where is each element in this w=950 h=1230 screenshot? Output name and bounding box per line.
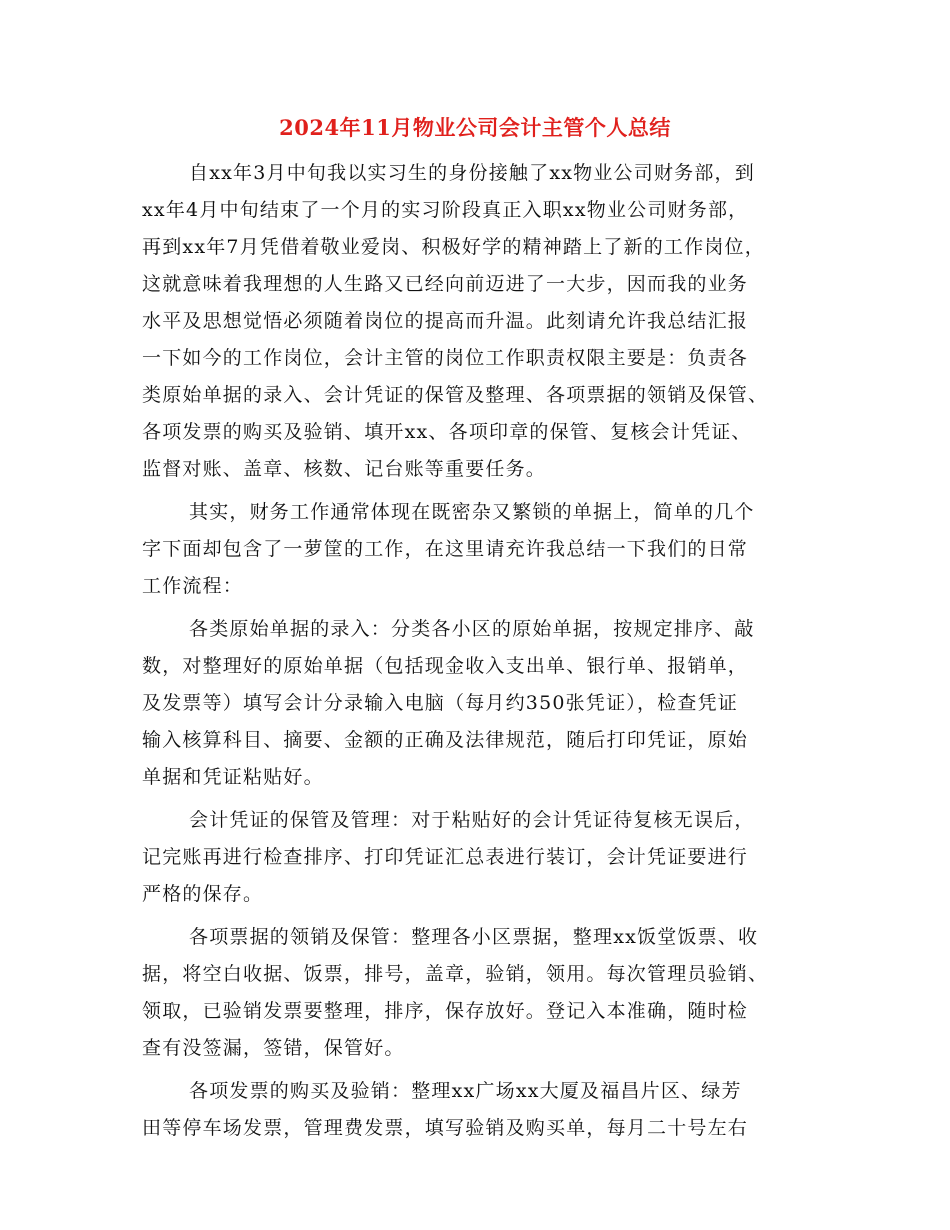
paragraph-line: 类原始单据的录入、会计凭证的保管及整理、各项票据的领销及保管、 <box>142 384 769 406</box>
paragraph-line: 及发票等）填写会计分录输入电脑（每月约350张凭证），检查凭证 <box>142 692 738 714</box>
paragraph-line: 各项发票的购买及验销、填开xx、各项印章的保管、复核会计凭证、 <box>142 421 752 443</box>
paragraph <box>142 919 814 1067</box>
paragraph-line: 输入核算科目、摘要、金额的正确及法律规范，随后打印凭证，原始 <box>142 729 749 751</box>
paragraph-line: 各项发票的购买及验销：整理xx广场xx大厦及福昌片区、绿芳 <box>189 1080 742 1102</box>
paragraph-line: 自xx年3月中旬我以实习生的身份接触了xx物业公司财务部，到 <box>189 162 755 184</box>
paragraph-line: 再到xx年7月凭借着敬业爱岗、积极好学的精神踏上了新的工作岗位， <box>142 236 765 258</box>
paragraph-line: 查有没签漏，签错，保管好。 <box>142 1037 405 1059</box>
document-title: 2024年11月物业公司会计主管个人总结 <box>279 115 671 140</box>
paragraph-line: 单据和凭证粘贴好。 <box>142 766 324 788</box>
paragraph-line: 水平及思想觉悟必须随着岗位的提高而升温。此刻请允许我总结汇报 <box>142 310 749 332</box>
paragraph-line: 严格的保存。 <box>142 883 264 905</box>
paragraph <box>142 155 814 488</box>
paragraph-line: 田等停车场发票，管理费发票，填写验销及购买单，每月二十号左右 <box>142 1117 749 1139</box>
paragraph <box>142 802 814 913</box>
paragraph-line: 领取，已验销发票要整理，排序，保存放好。登记入本准确，随时检 <box>142 1000 749 1022</box>
paragraph <box>142 1073 814 1147</box>
paragraph-line: 这就意味着我理想的人生路又已经向前迈进了一大步，因而我的业务 <box>142 273 749 295</box>
document-body <box>142 155 814 1153</box>
paragraph <box>142 494 814 605</box>
paragraph-line: 各项票据的领销及保管：整理各小区票据，整理xx饭堂饭票、收 <box>189 926 759 948</box>
paragraph-line: 其实，财务工作通常体现在既密杂又繁锁的单据上，简单的几个 <box>189 501 755 523</box>
paragraph-line: 监督对账、盖章、核数、记台账等重要任务。 <box>142 458 547 480</box>
paragraph-line: xx年4月中旬结束了一个月的实习阶段真正入职xx物业公司财务部， <box>142 199 749 221</box>
paragraph-line: 一下如今的工作岗位，会计主管的岗位工作职责权限主要是：负责各 <box>142 347 749 369</box>
paragraph-line: 数，对整理好的原始单据（包括现金收入支出单、银行单、报销单， <box>142 655 749 677</box>
paragraph-line: 会计凭证的保管及管理：对于粘贴好的会计凭证待复核无误后， <box>189 809 755 831</box>
paragraph <box>142 611 814 796</box>
paragraph-line: 工作流程： <box>142 575 244 597</box>
paragraph-line: 据，将空白收据、饭票，排号，盖章，验销，领用。每次管理员验销、 <box>142 963 769 985</box>
paragraph-line: 各类原始单据的录入：分类各小区的原始单据，按规定排序、敲 <box>189 618 755 640</box>
paragraph-line: 记完账再进行检查排序、打印凭证汇总表进行装订，会计凭证要进行 <box>142 846 749 868</box>
paragraph-line: 字下面却包含了一萝筐的工作，在这里请充许我总结一下我们的日常 <box>142 538 749 560</box>
